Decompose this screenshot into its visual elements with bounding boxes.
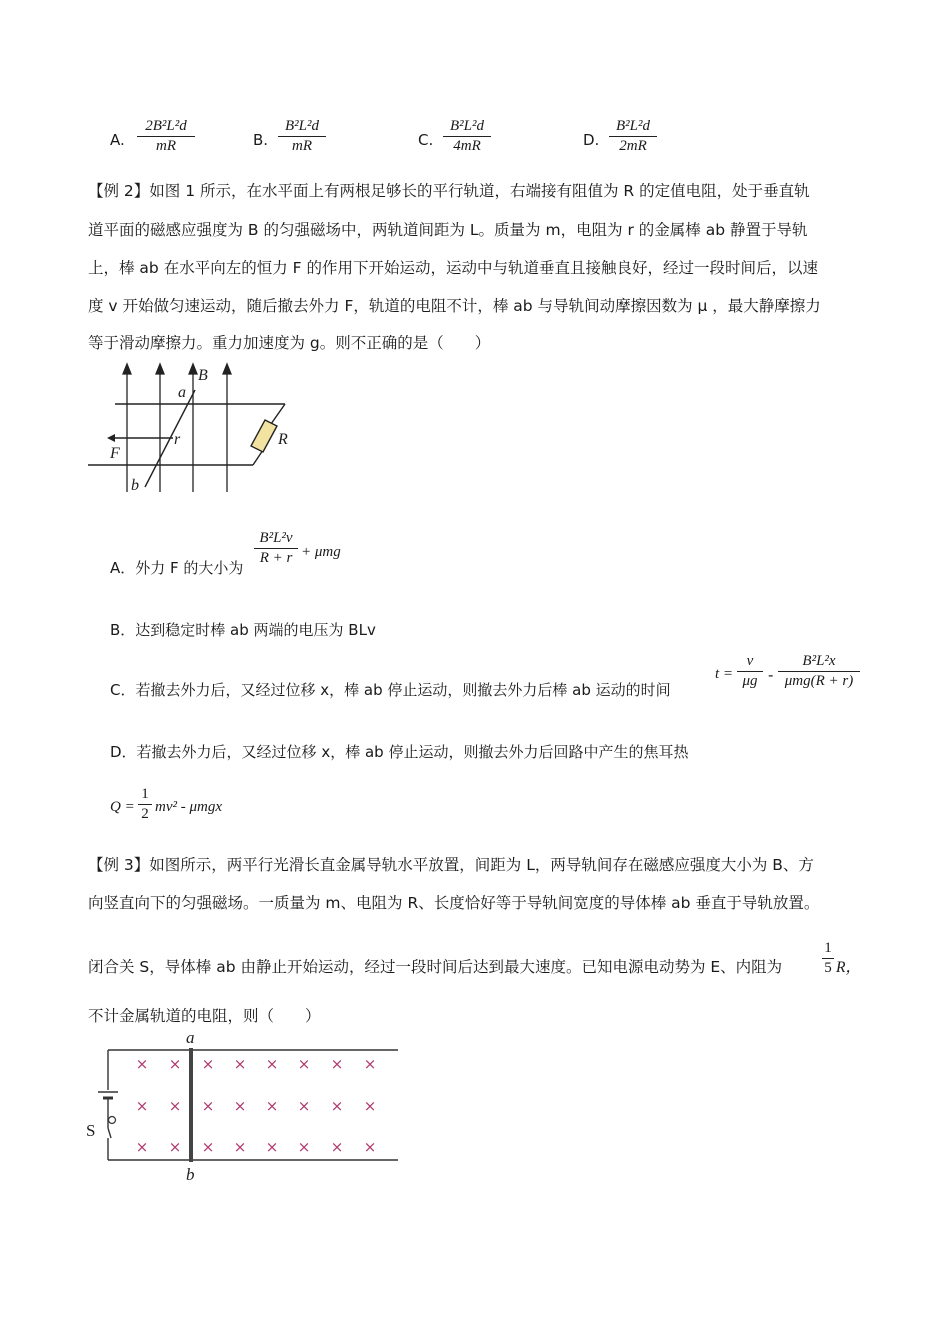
- field-cross: ×: [363, 1097, 377, 1115]
- option-c-fraction-1-denominator: μg: [742, 673, 758, 689]
- option-a-force-tail: + μmg: [301, 544, 341, 560]
- option-c-numerator: B²L²d: [450, 118, 484, 134]
- example-3-line-3: 闭合关 S，导体棒 ab 由静止开始运动，经过一段时间后达到最大速度。已知电源电动势为 E、内阻为: [88, 958, 783, 976]
- field-cross: ×: [297, 1055, 311, 1073]
- figure3-label-S: S: [86, 1121, 96, 1140]
- field-cross: ×: [297, 1097, 311, 1115]
- option-c-fraction-2-numerator: B²L²x: [802, 653, 836, 669]
- option-a-force-numerator: B²L²v: [259, 530, 293, 546]
- option-a-force-fraction: [254, 530, 298, 567]
- field-cross: ×: [330, 1055, 344, 1073]
- field-cross: ×: [297, 1138, 311, 1156]
- option-b-letter: B.: [253, 131, 269, 149]
- option-a-numerator: 2B²L²d: [145, 118, 187, 134]
- option-c-fraction: [443, 118, 491, 155]
- field-cross: ×: [233, 1055, 247, 1073]
- option-d-denominator: 2mR: [619, 138, 647, 154]
- option-d-fraction: [138, 786, 152, 823]
- field-cross: ×: [135, 1097, 149, 1115]
- field-cross: ×: [135, 1138, 149, 1156]
- figure-label-r: r: [174, 431, 181, 448]
- option-c-fraction-1: [737, 653, 763, 690]
- field-cross: ×: [363, 1055, 377, 1073]
- option-c-denominator: 4mR: [453, 138, 481, 154]
- example-2-line-2: 道平面的磁感应强度为 B 的匀强磁场中，两轨道间距为 L。质量为 m，电阻为 r 的金属棒 ab 静置于导轨: [88, 221, 808, 239]
- figure-label-B: B: [198, 367, 208, 384]
- option-b-numerator: B²L²d: [285, 118, 319, 134]
- field-crosses: [136, 1055, 377, 1156]
- field-cross: ×: [135, 1055, 149, 1073]
- field-cross: ×: [168, 1055, 182, 1073]
- option-c-letter: C.: [418, 131, 434, 149]
- field-cross: ×: [330, 1097, 344, 1115]
- option-d-fraction: [609, 118, 657, 155]
- field-cross: ×: [363, 1138, 377, 1156]
- field-cross: ×: [201, 1138, 215, 1156]
- field-cross: ×: [201, 1097, 215, 1115]
- option-d-numerator: 1: [141, 786, 149, 802]
- option-c-minus: -: [768, 666, 774, 684]
- option-b-denominator: mR: [292, 138, 312, 154]
- option-b-text: B．达到稳定时棒 ab 两端的电压为 BLv: [110, 621, 376, 639]
- example-2-line-4: 度 v 开始做匀速运动，随后撤去外力 F，轨道的电阻不计，棒 ab 与导轨间动摩擦因数为 μ ，最大静摩擦力: [88, 297, 821, 315]
- example-3-line-1: 【例 3】如图所示，两平行光滑长直金属导轨水平放置，间距为 L，两导轨间存在磁感应强度大小为 B、方: [88, 856, 814, 874]
- field-cross: ×: [330, 1138, 344, 1156]
- figure-label-a: a: [178, 384, 186, 401]
- example-3-line-2: 向竖直向下的匀强磁场。一质量为 m、电阻为 R、长度恰好等于导轨间宽度的导体棒 ab 垂直于导轨放置。: [88, 894, 820, 912]
- internal-resistance-denominator: 5: [824, 960, 832, 976]
- option-a-force-denominator: R + r: [259, 550, 293, 566]
- option-b-fraction: [278, 118, 326, 155]
- field-cross: ×: [233, 1138, 247, 1156]
- option-c-fraction-2-denominator: μmg(R + r): [784, 673, 854, 689]
- field-cross: ×: [265, 1055, 279, 1073]
- rail-circuit-figure: [85, 362, 300, 497]
- field-cross: ×: [201, 1055, 215, 1073]
- internal-resistance-numerator: 1: [824, 940, 832, 956]
- example-2-line-1: 【例 2】如图 1 所示，在水平面上有两根足够长的平行轨道，右端接有阻值为 R 的定值电阻，处于垂直轨: [88, 182, 810, 200]
- example-2-line-5: 等于滑动摩擦力。重力加速度为 g。则不正确的是（ ）: [88, 334, 491, 352]
- internal-resistance-fraction: [822, 940, 834, 977]
- figure-label-F: F: [110, 445, 120, 462]
- option-d-denominator: 2: [141, 806, 149, 822]
- example-3-line-4: 不计金属轨道的电阻，则（ ）: [88, 1007, 321, 1025]
- option-d-lhs: Q =: [110, 799, 135, 815]
- figure-label-b: b: [131, 477, 139, 494]
- field-cross: ×: [265, 1097, 279, 1115]
- magnetic-field-rail-figure: [80, 1028, 410, 1188]
- field-cross: ×: [233, 1097, 247, 1115]
- option-a-denominator: mR: [156, 138, 176, 154]
- internal-resistance-tail: R，: [836, 959, 861, 976]
- field-cross: ×: [168, 1097, 182, 1115]
- option-c-fraction-1-numerator: v: [746, 653, 754, 669]
- option-a-letter: A.: [110, 131, 125, 149]
- option-d-letter: D.: [583, 131, 600, 149]
- figure3-label-a: a: [186, 1028, 195, 1047]
- option-a-fraction: [137, 118, 195, 155]
- field-cross: ×: [168, 1138, 182, 1156]
- example-2-line-3: 上，棒 ab 在水平向左的恒力 F 的作用下开始运动，运动中与轨道垂直且接触良好，经过一段时间后，以速: [88, 259, 818, 277]
- option-c-fraction-2: [778, 653, 860, 690]
- option-d-tail: mv² - μmgx: [155, 799, 223, 815]
- figure-label-R: R: [278, 431, 288, 448]
- field-cross: ×: [265, 1138, 279, 1156]
- option-d-text: D．若撤去外力后，又经过位移 x，棒 ab 停止运动，则撤去外力后回路中产生的焦耳热: [110, 743, 689, 761]
- option-d-numerator: B²L²d: [616, 118, 650, 134]
- option-c-lhs: t =: [715, 666, 734, 682]
- option-a-text: A．外力 F 的大小为: [110, 559, 244, 577]
- option-c-text: C．若撤去外力后，又经过位移 x，棒 ab 停止运动，则撤去外力后棒 ab 运动的时间: [110, 681, 671, 699]
- figure3-label-b: b: [186, 1165, 195, 1184]
